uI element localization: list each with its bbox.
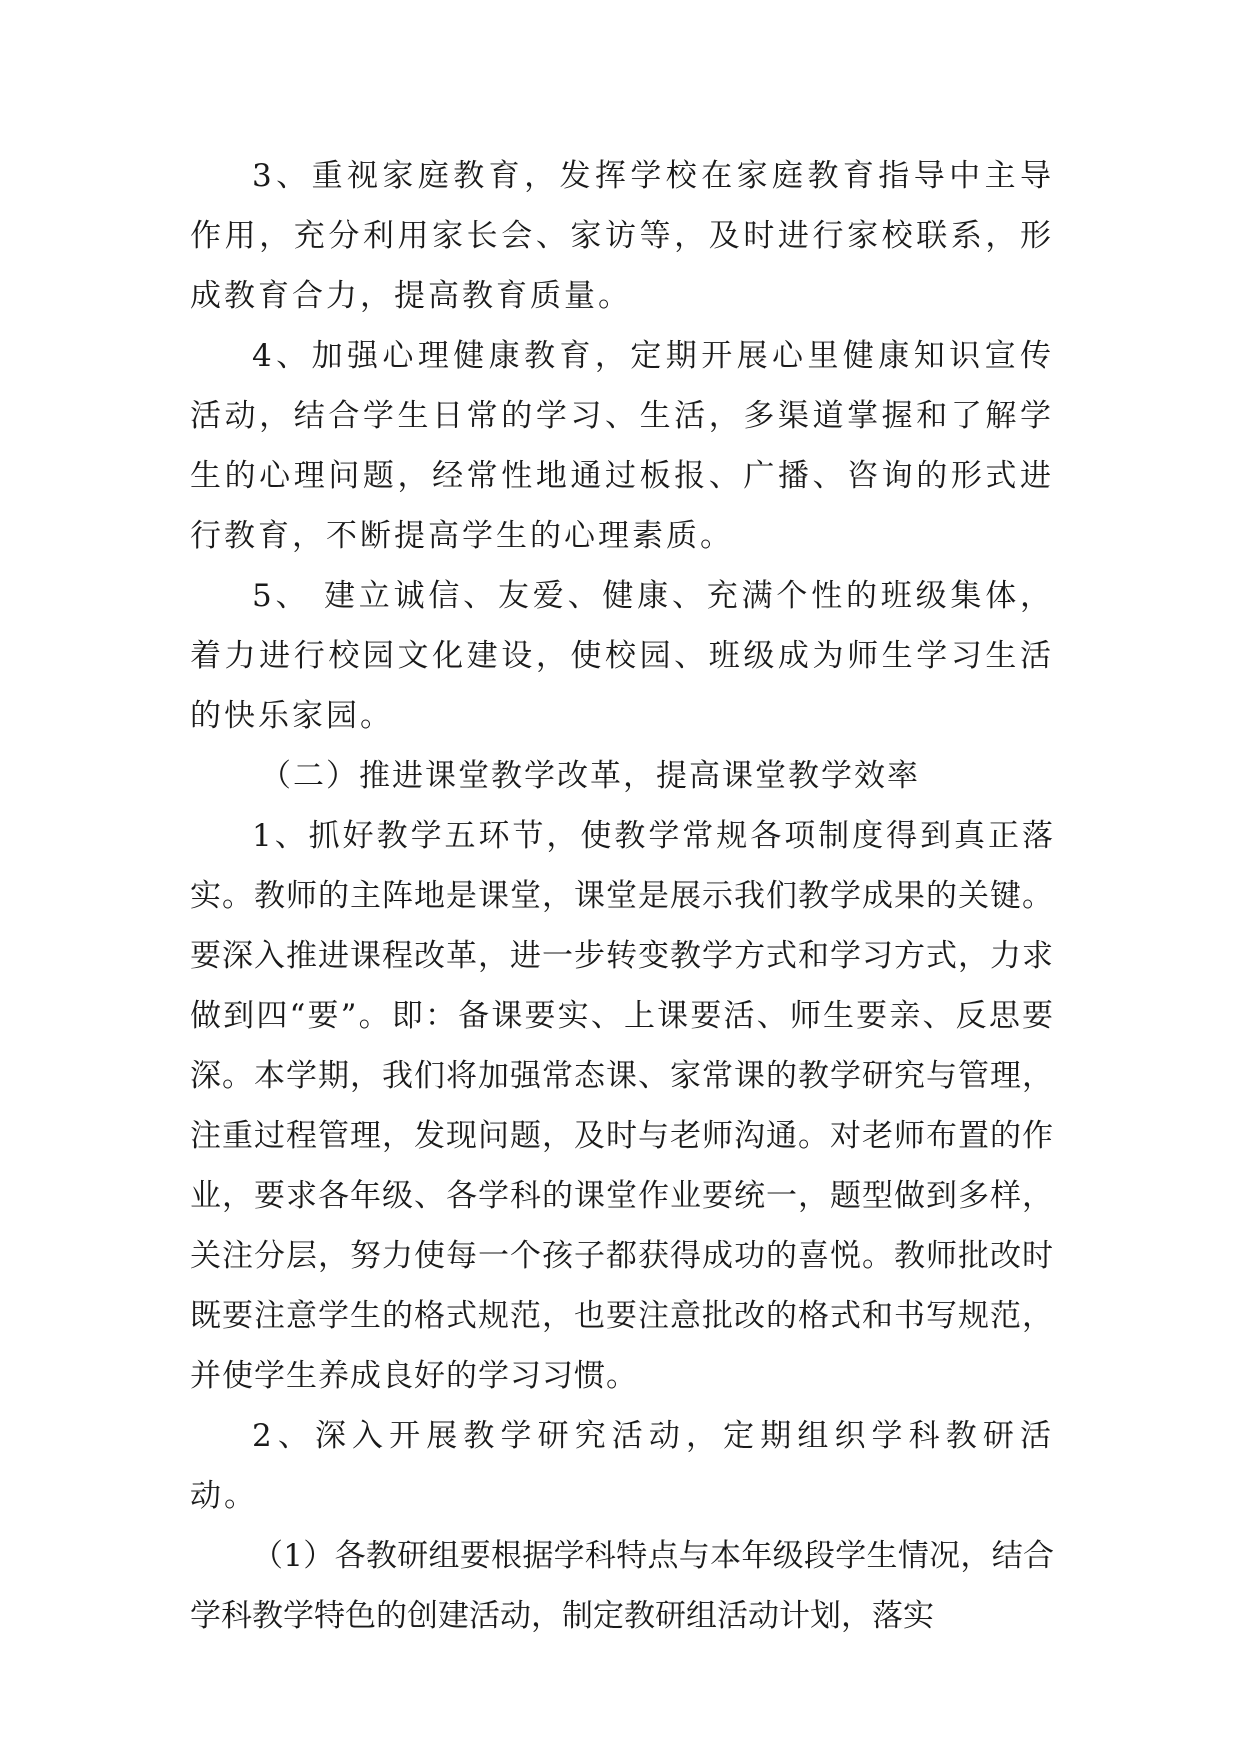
paragraph-class-collective: 5、 建立诚信、友爱、健康、充满个性的班级集体，着力进行校园文化建设，使校园、班级成为师生学习生活的快乐家园。 — [190, 578, 1054, 734]
paragraph-teaching-five-links: 1、抓好教学五环节，使教学常规各项制度得到真正落实。教师的主阵地是课堂，课堂是展示我们教学成果的关键。要深入推进课程改革，进一步转变教学方式和学习方式，力求做到四“要”。即：备课要实、上课要活、师生要亲、反思要深。本学期，我们将加强常态课、家常课的教学研究与管理，注重过程管理，发现问题，及时与老师沟通。对老师布置的作业，要求各年级、各学科的课堂作业要统一，题型做到多样，关注分层，努力使每一个孩子都获得成功的喜悦。教师批改时既要注意学生的格式规范，也要注意批改的格式和书写规范，并使学生养成良好的学习习惯。 — [190, 818, 1054, 1394]
paragraph-research-groups: （1）各教研组要根据学科特点与本年级段学生情况，结合学科教学特色的创建活动，制定教研组活动计划，落实 — [190, 1538, 1054, 1634]
paragraph-teaching-research: 2、深入开展教学研究活动，定期组织学科教研活动。 — [190, 1418, 1054, 1514]
paragraph-mental-health: 4、加强心理健康教育，定期开展心里健康知识宣传活动，结合学生日常的学习、生活，多渠道掌握和了解学生的心理问题，经常性地通过板报、广播、咨询的形式进行教育，不断提高学生的心理素质。 — [190, 338, 1054, 554]
section-heading-classroom-reform: （二）推进课堂教学改革，提高课堂教学效率 — [260, 758, 920, 794]
paragraph-home-education: 3、重视家庭教育，发挥学校在家庭教育指导中主导作用，充分利用家长会、家访等，及时进行家校联系，形成教育合力，提高教育质量。 — [190, 158, 1054, 314]
